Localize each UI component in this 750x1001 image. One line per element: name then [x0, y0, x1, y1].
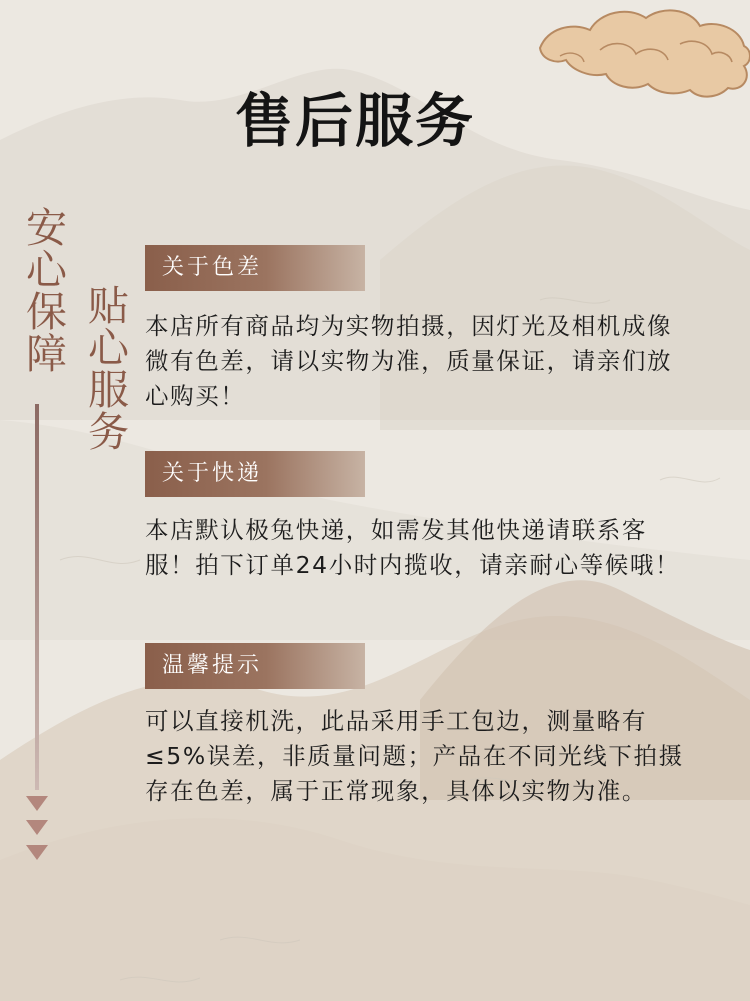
- down-arrow-icon: [26, 820, 48, 835]
- down-arrow-icon: [26, 796, 48, 811]
- section-body-express: 本店默认极兔快递，如需发其他快递请联系客服！拍下订单24小时内揽收，请亲耐心等候哦！: [145, 516, 681, 579]
- section-header-express: [145, 451, 365, 497]
- section-heading: 关于色差: [162, 255, 263, 280]
- section-header-tips: [145, 643, 365, 689]
- vertical-slogan-left: 安心保障: [19, 206, 67, 374]
- section-heading: 温馨提示: [162, 653, 263, 678]
- section-body-tips: 可以直接机洗，此品采用手工包边，测量略有≤5%误差，非质量问题；产品在不同光线下拍摄存在色差，属于正常现象，具体以实物为准。: [145, 707, 684, 805]
- section-heading: 关于快递: [162, 461, 263, 486]
- cloud-ornament-icon: [540, 10, 750, 96]
- section-body-color-difference: 本店所有商品均为实物拍摄，因灯光及相机成像微有色差，请以实物为准，质量保证，请亲们放心购买！: [145, 312, 673, 410]
- side-divider-line: [35, 404, 39, 790]
- vertical-slogan-right: 贴心服务: [81, 284, 129, 452]
- page-title: 售后服务: [234, 87, 475, 155]
- down-arrow-icon: [26, 845, 48, 860]
- section-header-color-difference: [145, 245, 365, 291]
